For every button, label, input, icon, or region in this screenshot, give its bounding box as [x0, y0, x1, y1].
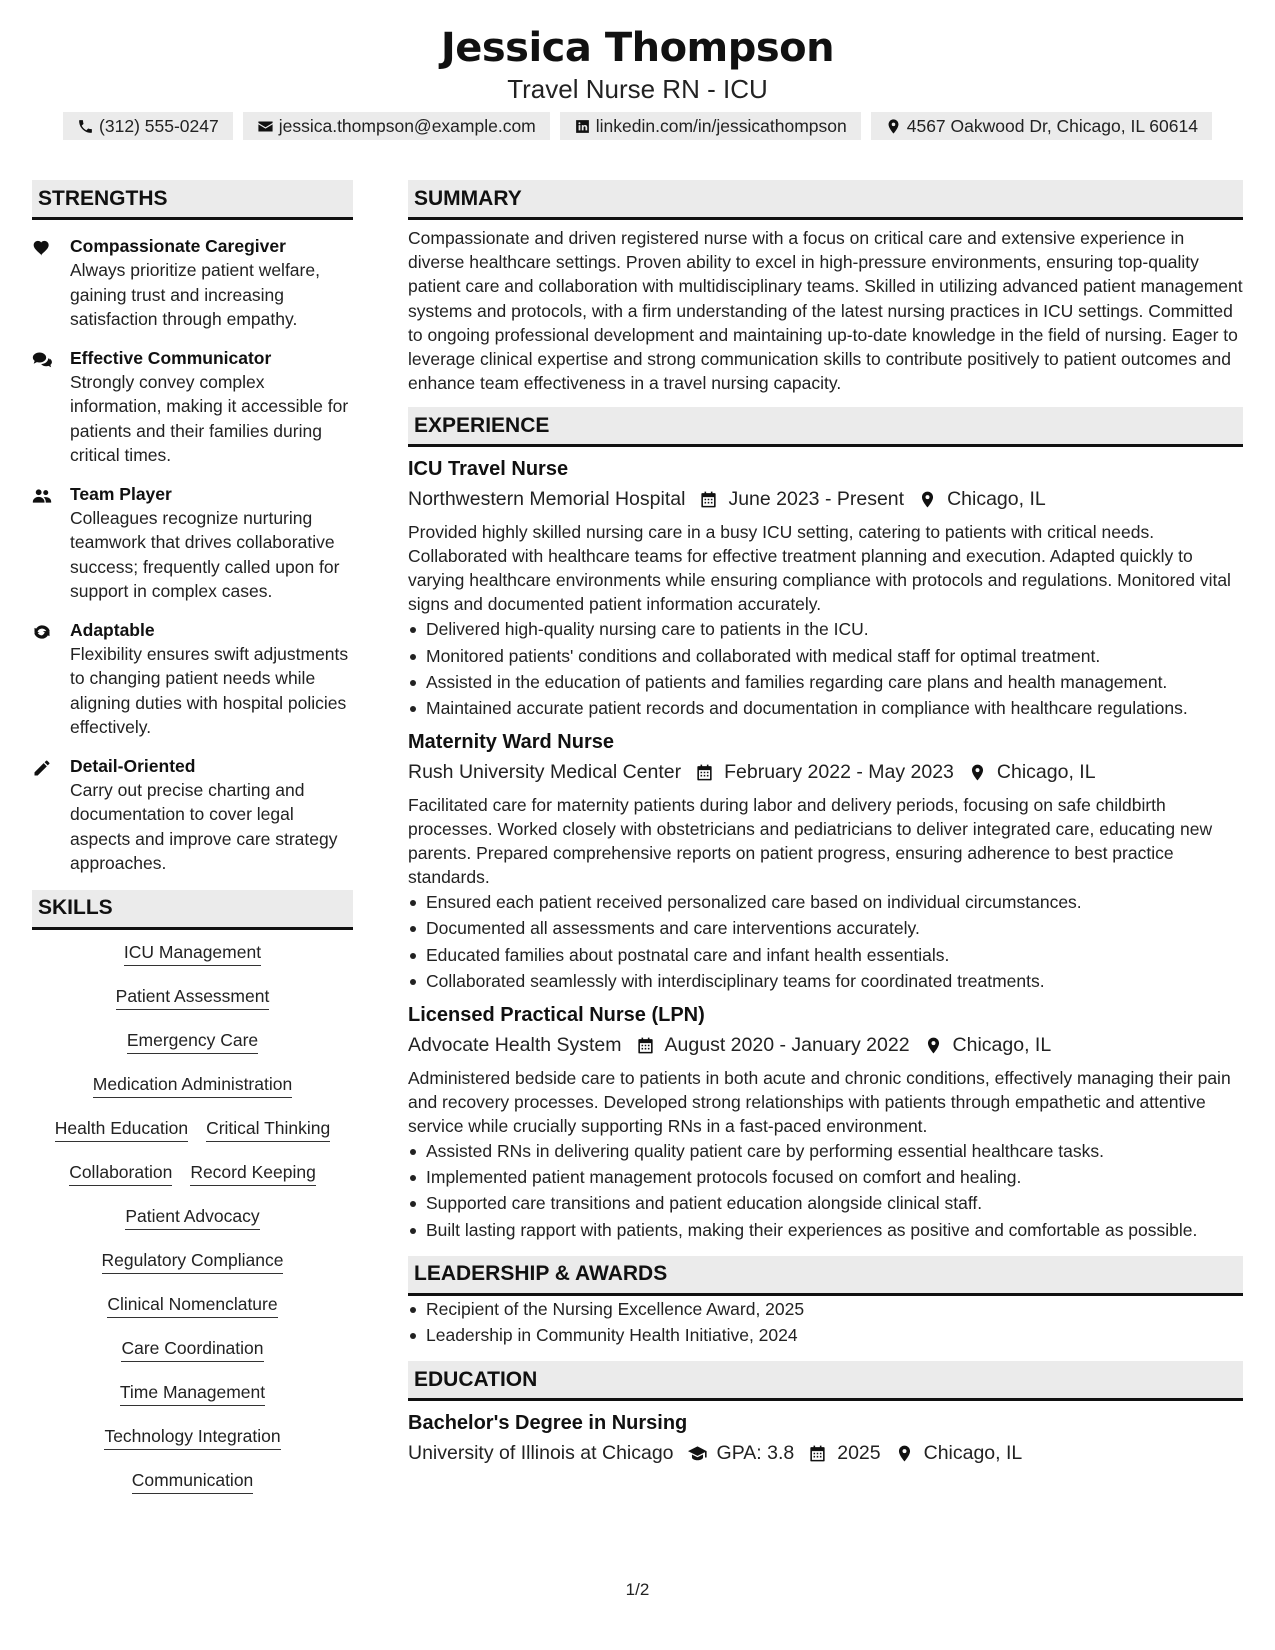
page-number: 1/2: [625, 1580, 650, 1599]
calendar-icon: [636, 1036, 655, 1055]
job-location: Chicago, IL: [996, 761, 1096, 784]
strengths-list: [32, 234, 353, 876]
strength-desc: Flexibility ensures swift adjustments to changing patient needs while aligning duties with hospital policies effectively.: [70, 643, 349, 737]
job-bullets: [408, 890, 1243, 993]
linkedin-icon: [574, 118, 591, 135]
list-item: Maintained accurate patient records and documentation in compliance with healthcare regulations.: [408, 696, 1243, 720]
job-employer: Northwestern Memorial Hospital: [408, 488, 686, 511]
location-pin-icon: [895, 1444, 914, 1463]
list-item: Recipient of the Nursing Excellence Award, 2025: [408, 1297, 1243, 1321]
skill-tag: Care Coordination: [121, 1336, 263, 1362]
skill-tag: Patient Advocacy: [125, 1204, 259, 1230]
summary-text: Compassionate and driven registered nurse with a focus on critical care and extensive experience in diverse healthcare settings. Proven ability to excel in high-pressure environments, ensuring top-quality patient care and collaboration with multidisciplinary teams. Skilled in utilizing advanced patient management systems and protocols, with a firm understanding of the latest nursing practices in ICU settings. Committed to ongoing professional development and maintaining up-to-date knowledge in the field of nursing. Eager to leverage clinical expertise and strong communication skills to contribute positively to patient outcomes and enhance team effectiveness in a travel nursing capacity.: [408, 228, 1243, 394]
skill-tag: Medication Administration: [93, 1072, 292, 1098]
heart-icon: [32, 238, 52, 258]
calendar-icon: [808, 1444, 827, 1463]
skills-heading: SKILLS: [32, 890, 353, 930]
skill-tag: Patient Assessment: [116, 984, 270, 1010]
job-employer: Rush University Medical Center: [408, 761, 682, 784]
awards-heading: LEADERSHIP & AWARDS: [408, 1256, 1243, 1296]
job-dates: August 2020 - January 2022: [664, 1034, 910, 1057]
job-entry: [408, 1001, 1243, 1242]
job-description: Provided highly skilled nursing care in a busy ICU setting, catering to patients with critical needs. Collaborated with healthcare teams for effective treatment planning and execution. Adapted quickly to varying healthcare environments while ensuring compliance with protocols and regulations. Monitored vital signs and documented patient information accurately.: [408, 522, 1231, 615]
graduation-cap-icon: [688, 1444, 707, 1463]
right-column: [408, 180, 1243, 1512]
contact-address: [871, 112, 1212, 140]
skill-tag: Health Education: [55, 1116, 188, 1142]
job-title: ICU Travel Nurse: [408, 458, 569, 481]
candidate-title: Travel Nurse RN - ICU: [507, 74, 768, 104]
list-item: Delivered high-quality nursing care to patients in the ICU.: [408, 617, 1243, 641]
location-pin-icon: [968, 763, 987, 782]
list-item: Supported care transitions and patient education alongside clinical staff.: [408, 1191, 1243, 1215]
job-bullets: [408, 1139, 1243, 1242]
strength-desc: Strongly convey complex information, making it accessible for patients and their families during critical times.: [70, 371, 349, 465]
skill-tag: ICU Management: [124, 940, 261, 966]
contact-linkedin[interactable]: [560, 112, 861, 140]
strength-desc: Colleagues recognize nurturing teamwork that drives collaborative success; frequently called upon for support in complex cases.: [70, 507, 340, 601]
job-employer: Advocate Health System: [408, 1034, 622, 1057]
list-item: Ensured each patient received personalized care based on individual circumstances.: [408, 890, 1243, 914]
calendar-icon: [695, 763, 714, 782]
list-item: Collaborated seamlessly with interdisciplinary teams for coordinated treatments.: [408, 969, 1243, 993]
job-title: Maternity Ward Nurse: [408, 731, 614, 754]
users-icon: [32, 486, 52, 506]
job-meta: [408, 758, 1243, 786]
strength-title: Compassionate Caregiver: [70, 236, 286, 256]
job-location: Chicago, IL: [952, 1034, 1052, 1057]
contact-linkedin-text: linkedin.com/in/jessicathompson: [595, 115, 847, 136]
education-gpa: GPA: 3.8: [716, 1442, 795, 1465]
job-description: Administered bedside care to patients in both acute and chronic conditions, effectively managing their pain and recovery processes. Developed strong relationships with patients through empathetic and attentive service while crucially supporting RNs in a fast-paced environment.: [408, 1068, 1231, 1137]
resume-columns: [32, 180, 1243, 1512]
list-item: Assisted RNs in delivering quality patient care by performing essential healthcare tasks.: [408, 1139, 1243, 1163]
envelope-icon: [257, 118, 274, 135]
job-description: Facilitated care for maternity patients during labor and delivery periods, focusing on safe childbirth processes. Worked closely with obstetricians and pediatricians to deliver integrated care, educating new parents. Prepared comprehensive reports on patient progress, ensuring adherence to best practice standards.: [408, 795, 1213, 888]
list-item: Assisted in the education of patients and families regarding care plans and health management.: [408, 670, 1243, 694]
job-bullets: [408, 617, 1243, 720]
strength-title: Adaptable: [70, 619, 155, 640]
skill-tag: Collaboration: [69, 1160, 172, 1186]
phone-icon: [77, 118, 94, 135]
list-item: Built lasting rapport with patients, making their experiences as positive and comfortable as possible.: [408, 1218, 1243, 1242]
skill-tag: Time Management: [120, 1380, 265, 1406]
list-item: Leadership in Community Health Initiative, 2024: [408, 1323, 1243, 1347]
skill-tag: Regulatory Compliance: [102, 1248, 284, 1274]
job-dates: June 2023 - Present: [728, 488, 905, 511]
pencil-icon: [32, 758, 52, 778]
strength-item: [32, 482, 353, 604]
candidate-name: Jessica Thompson: [440, 25, 835, 71]
list-item: Documented all assessments and care interventions accurately.: [408, 916, 1243, 940]
strengths-heading: STRENGTHS: [32, 180, 353, 220]
job-meta: [408, 485, 1243, 513]
list-item: Implemented patient management protocols focused on comfort and healing.: [408, 1165, 1243, 1189]
job-entry: [408, 455, 1243, 720]
skills-section: [32, 890, 353, 1512]
location-pin-icon: [924, 1036, 943, 1055]
contact-row: [0, 112, 1275, 140]
education-location: Chicago, IL: [923, 1442, 1023, 1465]
resume-header: [0, 0, 1275, 140]
skills-list: [32, 940, 353, 1512]
skill-tag: Emergency Care: [127, 1028, 258, 1054]
skill-tag: Clinical Nomenclature: [107, 1292, 277, 1318]
sync-icon: [32, 622, 52, 642]
calendar-icon: [699, 490, 718, 509]
education-year: 2025: [837, 1442, 881, 1465]
education-meta: [408, 1439, 1243, 1467]
awards-list: [408, 1297, 1243, 1347]
skill-tag: Technology Integration: [104, 1424, 280, 1450]
job-location: Chicago, IL: [947, 488, 1046, 511]
strength-item: [32, 754, 353, 876]
comments-icon: [32, 350, 52, 370]
contact-email-text: jessica.thompson@example.com: [278, 115, 536, 136]
strength-title: Effective Communicator: [70, 347, 272, 368]
left-column: [32, 180, 353, 1512]
education-degree: Bachelor's Degree in Nursing: [408, 1412, 688, 1435]
strength-title: Detail-Oriented: [70, 755, 196, 776]
location-pin-icon: [918, 490, 937, 509]
skill-tag: Record Keeping: [190, 1160, 316, 1186]
strength-item: [32, 346, 353, 468]
strength-desc: Carry out precise charting and documentation to cover legal aspects and improve care strategy approaches.: [70, 779, 338, 873]
strength-item: [32, 234, 353, 332]
strength-desc: Always prioritize patient welfare, gaining trust and increasing satisfaction through empathy.: [70, 260, 320, 329]
strength-item: [32, 618, 353, 740]
contact-phone[interactable]: [63, 112, 233, 140]
skill-tag: Critical Thinking: [206, 1116, 330, 1142]
location-pin-icon: [885, 118, 902, 135]
job-dates: February 2022 - May 2023: [724, 761, 954, 784]
list-item: Educated families about postnatal care and infant health essentials.: [408, 943, 1243, 967]
job-title: Licensed Practical Nurse (LPN): [408, 1004, 705, 1027]
skill-tag: Communication: [132, 1468, 254, 1494]
summary-heading: SUMMARY: [408, 180, 1243, 220]
contact-phone-text: (312) 555-0247: [99, 115, 219, 136]
contact-address-text: 4567 Oakwood Dr, Chicago, IL 60614: [906, 115, 1198, 136]
strength-title: Team Player: [70, 483, 172, 504]
education-heading: EDUCATION: [408, 1361, 1243, 1401]
job-entry: [408, 728, 1243, 993]
experience-heading: EXPERIENCE: [408, 407, 1243, 447]
education-school: University of Illinois at Chicago: [408, 1442, 674, 1465]
job-meta: [408, 1031, 1243, 1059]
contact-email[interactable]: [243, 112, 550, 140]
list-item: Monitored patients' conditions and collaborated with medical staff for optimal treatment.: [408, 644, 1243, 668]
